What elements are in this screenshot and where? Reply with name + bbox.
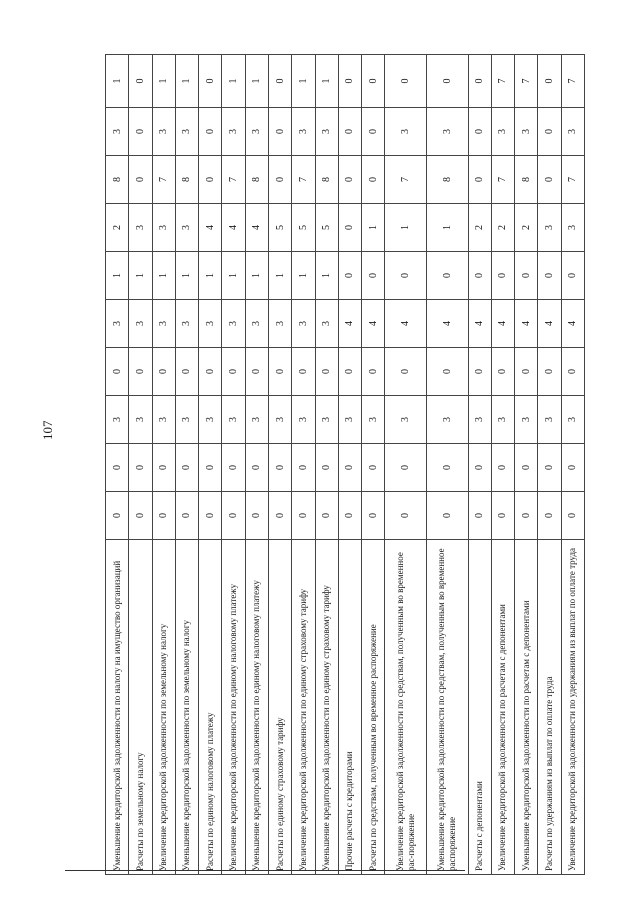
code-digit-cell: 0	[362, 252, 385, 300]
code-digit-cell: 0	[199, 492, 222, 540]
code-digit-cell: 3	[426, 396, 468, 444]
code-digit-cell: 7	[561, 55, 584, 108]
code-digit-cell: 0	[199, 156, 222, 204]
code-digit-cell: 0	[515, 348, 538, 396]
code-digit-cell: 3	[292, 396, 315, 444]
code-digit-cell: 3	[385, 108, 427, 156]
code-digit-cell: 0	[268, 55, 291, 108]
code-digit-cell: 3	[561, 396, 584, 444]
footer-rule	[65, 870, 465, 871]
code-digit-cell: 1	[245, 55, 268, 108]
code-digit-cell: 0	[468, 156, 491, 204]
code-digit-cell: 3	[538, 396, 561, 444]
code-digit-cell: 3	[152, 300, 175, 348]
table-row	[129, 55, 152, 875]
code-digit-cell: 3	[222, 396, 245, 444]
code-digit-cell: 4	[338, 300, 361, 348]
code-digit-cell: 0	[362, 55, 385, 108]
code-digit-cell: 0	[491, 348, 514, 396]
code-digit-cell: 0	[222, 348, 245, 396]
code-digit-cell: 0	[385, 492, 427, 540]
table-row	[199, 55, 222, 875]
code-digit-cell: 0	[152, 444, 175, 492]
code-digit-cell: 3	[268, 300, 291, 348]
code-digit-cell: 3	[152, 204, 175, 252]
code-digit-cell: 0	[538, 348, 561, 396]
code-digit-cell: 0	[538, 156, 561, 204]
code-digit-cell: 0	[338, 492, 361, 540]
code-digit-cell: 0	[199, 444, 222, 492]
code-digit-cell: 0	[338, 444, 361, 492]
table-row	[538, 55, 561, 875]
table-row	[426, 55, 468, 875]
code-digit-cell: 8	[245, 156, 268, 204]
row-label: Прочие расчеты с кредиторами	[338, 540, 361, 875]
code-digit-cell: 1	[292, 55, 315, 108]
code-digit-cell: 7	[292, 156, 315, 204]
code-digit-cell: 3	[385, 396, 427, 444]
code-digit-cell: 3	[268, 396, 291, 444]
row-label: Расчеты по средствам, полученным во временное распоряжение	[362, 540, 385, 875]
code-digit-cell: 3	[315, 300, 338, 348]
code-digit-cell: 0	[362, 156, 385, 204]
row-label: Уменьшение кредиторской задолженности по средствам, полученным во временное распоряжение	[426, 540, 468, 875]
accounts-table	[105, 54, 585, 875]
code-digit-cell: 7	[385, 156, 427, 204]
code-digit-cell: 0	[106, 444, 129, 492]
code-digit-cell: 3	[129, 204, 152, 252]
code-digit-cell: 4	[515, 300, 538, 348]
code-digit-cell: 3	[245, 300, 268, 348]
code-digit-cell: 0	[222, 444, 245, 492]
code-digit-cell: 0	[199, 108, 222, 156]
code-digit-cell: 5	[268, 204, 291, 252]
code-digit-cell: 0	[561, 444, 584, 492]
code-digit-cell: 3	[199, 300, 222, 348]
code-digit-cell: 0	[175, 444, 198, 492]
code-digit-cell: 1	[268, 252, 291, 300]
code-digit-cell: 4	[491, 300, 514, 348]
code-digit-cell: 0	[129, 156, 152, 204]
code-digit-cell: 1	[129, 252, 152, 300]
code-digit-cell: 3	[175, 204, 198, 252]
code-digit-cell: 3	[152, 396, 175, 444]
row-label: Расчеты с депонентами	[468, 540, 491, 875]
code-digit-cell: 0	[129, 108, 152, 156]
code-digit-cell: 1	[199, 252, 222, 300]
code-digit-cell: 4	[222, 204, 245, 252]
code-digit-cell: 0	[315, 444, 338, 492]
code-digit-cell: 0	[515, 444, 538, 492]
code-digit-cell: 0	[468, 55, 491, 108]
code-digit-cell: 3	[106, 300, 129, 348]
code-digit-cell: 0	[468, 492, 491, 540]
code-digit-cell: 3	[362, 396, 385, 444]
code-digit-cell: 0	[426, 348, 468, 396]
code-digit-cell: 0	[385, 444, 427, 492]
row-label: Уменьшение кредиторской задолженности по земельному налогу	[175, 540, 198, 875]
code-digit-cell: 1	[426, 204, 468, 252]
table-row	[468, 55, 491, 875]
code-digit-cell: 0	[175, 348, 198, 396]
code-digit-cell: 0	[561, 348, 584, 396]
code-digit-cell: 3	[491, 396, 514, 444]
code-digit-cell: 0	[538, 492, 561, 540]
code-digit-cell: 0	[315, 348, 338, 396]
code-digit-cell: 2	[468, 204, 491, 252]
code-digit-cell: 3	[292, 108, 315, 156]
code-digit-cell: 3	[129, 396, 152, 444]
code-digit-cell: 7	[491, 55, 514, 108]
code-digit-cell: 0	[129, 55, 152, 108]
code-digit-cell: 7	[222, 156, 245, 204]
code-digit-cell: 0	[538, 252, 561, 300]
code-digit-cell: 0	[315, 492, 338, 540]
code-digit-cell: 0	[491, 492, 514, 540]
row-label: Расчеты по земельному налогу	[129, 540, 152, 875]
code-digit-cell: 3	[491, 108, 514, 156]
code-digit-cell: 1	[175, 55, 198, 108]
row-label: Увеличение кредиторской задолженности по единому страховому тарифу	[292, 540, 315, 875]
code-digit-cell: 0	[515, 492, 538, 540]
code-digit-cell: 0	[426, 492, 468, 540]
code-digit-cell: 0	[538, 444, 561, 492]
code-digit-cell: 4	[561, 300, 584, 348]
code-digit-cell: 4	[538, 300, 561, 348]
table-row	[292, 55, 315, 875]
row-label: Увеличение кредиторской задолженности по средствам, полученным во временное рас-поряжение	[385, 540, 427, 875]
code-digit-cell: 0	[362, 492, 385, 540]
code-digit-cell: 3	[152, 108, 175, 156]
code-digit-cell: 0	[268, 156, 291, 204]
code-digit-cell: 0	[338, 108, 361, 156]
code-digit-cell: 0	[362, 444, 385, 492]
code-digit-cell: 3	[561, 108, 584, 156]
code-digit-cell: 0	[385, 55, 427, 108]
code-digit-cell: 4	[362, 300, 385, 348]
row-label: Увеличение кредиторской задолженности по расчетам с депонентами	[491, 540, 514, 875]
code-digit-cell: 1	[385, 204, 427, 252]
code-digit-cell: 0	[152, 348, 175, 396]
code-digit-cell: 0	[292, 492, 315, 540]
code-digit-cell: 0	[491, 444, 514, 492]
code-digit-cell: 1	[222, 252, 245, 300]
row-label: Расчеты по удержаниям из выплат по оплате труда	[538, 540, 561, 875]
code-digit-cell: 0	[199, 55, 222, 108]
code-digit-cell: 1	[292, 252, 315, 300]
row-label: Уменьшение кредиторской задолженности по расчетам с депонентами	[515, 540, 538, 875]
code-digit-cell: 4	[468, 300, 491, 348]
code-digit-cell: 3	[338, 396, 361, 444]
code-digit-cell: 4	[426, 300, 468, 348]
table-row	[385, 55, 427, 875]
code-digit-cell: 7	[515, 55, 538, 108]
code-digit-cell: 0	[426, 444, 468, 492]
code-digit-cell: 0	[468, 348, 491, 396]
code-digit-cell: 0	[538, 108, 561, 156]
code-digit-cell: 5	[292, 204, 315, 252]
table-row	[338, 55, 361, 875]
table-row	[491, 55, 514, 875]
code-digit-cell: 3	[175, 396, 198, 444]
code-digit-cell: 4	[385, 300, 427, 348]
code-digit-cell: 0	[468, 108, 491, 156]
code-digit-cell: 1	[315, 252, 338, 300]
code-digit-cell: 0	[268, 348, 291, 396]
code-digit-cell: 0	[468, 444, 491, 492]
row-label: Расчеты по единому налоговому платежу	[199, 540, 222, 875]
code-digit-cell: 8	[315, 156, 338, 204]
table-row	[152, 55, 175, 875]
code-digit-cell: 0	[245, 492, 268, 540]
code-digit-cell: 1	[152, 252, 175, 300]
code-digit-cell: 3	[199, 396, 222, 444]
code-digit-cell: 7	[152, 156, 175, 204]
code-digit-cell: 0	[561, 492, 584, 540]
code-digit-cell: 3	[561, 204, 584, 252]
code-digit-cell: 3	[222, 300, 245, 348]
code-digit-cell: 1	[106, 55, 129, 108]
table-body	[106, 55, 585, 875]
code-digit-cell: 3	[315, 396, 338, 444]
code-digit-cell: 1	[245, 252, 268, 300]
code-digit-cell: 1	[222, 55, 245, 108]
table-row	[515, 55, 538, 875]
table-row	[362, 55, 385, 875]
code-digit-cell: 2	[515, 204, 538, 252]
code-digit-cell: 2	[106, 204, 129, 252]
code-digit-cell: 8	[175, 156, 198, 204]
code-digit-cell: 0	[515, 252, 538, 300]
code-digit-cell: 0	[426, 252, 468, 300]
code-digit-cell: 8	[515, 156, 538, 204]
code-digit-cell: 0	[385, 348, 427, 396]
code-digit-cell: 4	[199, 204, 222, 252]
code-digit-cell: 1	[175, 252, 198, 300]
code-digit-cell: 0	[292, 444, 315, 492]
table-row	[561, 55, 584, 875]
code-digit-cell: 0	[426, 55, 468, 108]
code-digit-cell: 0	[538, 55, 561, 108]
code-digit-cell: 0	[175, 492, 198, 540]
code-digit-cell: 3	[538, 204, 561, 252]
code-digit-cell: 3	[129, 300, 152, 348]
code-digit-cell: 0	[561, 252, 584, 300]
code-digit-cell: 0	[245, 348, 268, 396]
code-digit-cell: 0	[292, 348, 315, 396]
code-digit-cell: 0	[338, 156, 361, 204]
code-digit-cell: 0	[362, 108, 385, 156]
code-digit-cell: 0	[106, 348, 129, 396]
code-digit-cell: 0	[385, 252, 427, 300]
code-digit-cell: 0	[362, 348, 385, 396]
code-digit-cell: 1	[362, 204, 385, 252]
code-digit-cell: 0	[338, 252, 361, 300]
code-digit-cell: 3	[245, 396, 268, 444]
code-digit-cell: 0	[268, 108, 291, 156]
code-digit-cell: 0	[129, 444, 152, 492]
code-digit-cell: 0	[106, 492, 129, 540]
code-digit-cell: 0	[199, 348, 222, 396]
code-digit-cell: 0	[468, 252, 491, 300]
code-digit-cell: 0	[338, 55, 361, 108]
code-digit-cell: 0	[338, 348, 361, 396]
code-digit-cell: 3	[106, 108, 129, 156]
code-digit-cell: 3	[515, 108, 538, 156]
code-digit-cell: 1	[106, 252, 129, 300]
code-digit-cell: 3	[106, 396, 129, 444]
row-label: Увеличение кредиторской задолженности по единому налоговому платежу	[222, 540, 245, 875]
code-digit-cell: 0	[268, 492, 291, 540]
code-digit-cell: 0	[222, 492, 245, 540]
code-digit-cell: 0	[268, 444, 291, 492]
code-digit-cell: 0	[129, 492, 152, 540]
table-row	[268, 55, 291, 875]
table-row	[315, 55, 338, 875]
code-digit-cell: 3	[175, 108, 198, 156]
code-digit-cell: 8	[426, 156, 468, 204]
code-digit-cell: 3	[292, 300, 315, 348]
code-digit-cell: 2	[491, 204, 514, 252]
table-row	[222, 55, 245, 875]
code-digit-cell: 7	[491, 156, 514, 204]
code-digit-cell: 5	[315, 204, 338, 252]
code-digit-cell: 0	[491, 252, 514, 300]
row-label: Уменьшение кредиторской задолженности по единому налоговому платежу	[245, 540, 268, 875]
code-digit-cell: 0	[152, 492, 175, 540]
code-digit-cell: 3	[315, 108, 338, 156]
code-digit-cell: 3	[515, 396, 538, 444]
code-digit-cell: 3	[175, 300, 198, 348]
code-digit-cell: 3	[426, 108, 468, 156]
row-label: Уменьшение кредиторской задолженности по налогу на имущество организаций	[106, 540, 129, 875]
table-row	[175, 55, 198, 875]
code-digit-cell: 3	[222, 108, 245, 156]
code-digit-cell: 8	[106, 156, 129, 204]
table-row	[245, 55, 268, 875]
row-label: Увеличение кредиторской задолженности по земельному налогу	[152, 540, 175, 875]
code-digit-cell: 0	[245, 444, 268, 492]
code-digit-cell: 3	[468, 396, 491, 444]
table-row	[106, 55, 129, 875]
code-digit-cell: 3	[245, 108, 268, 156]
row-label: Увеличение кредиторской задолженности по удержаниям из выплат по оплате труда	[561, 540, 584, 875]
code-digit-cell: 0	[338, 204, 361, 252]
code-digit-cell: 0	[129, 348, 152, 396]
code-digit-cell: 4	[245, 204, 268, 252]
row-label: Расчеты по единому страховому тарифу	[268, 540, 291, 875]
code-digit-cell: 7	[561, 156, 584, 204]
code-digit-cell: 1	[315, 55, 338, 108]
page-number: 107	[40, 420, 55, 440]
rotated-table-container	[105, 55, 585, 875]
code-digit-cell: 1	[152, 55, 175, 108]
row-label: Уменьшение кредиторской задолженности по единому страховому тарифу	[315, 540, 338, 875]
